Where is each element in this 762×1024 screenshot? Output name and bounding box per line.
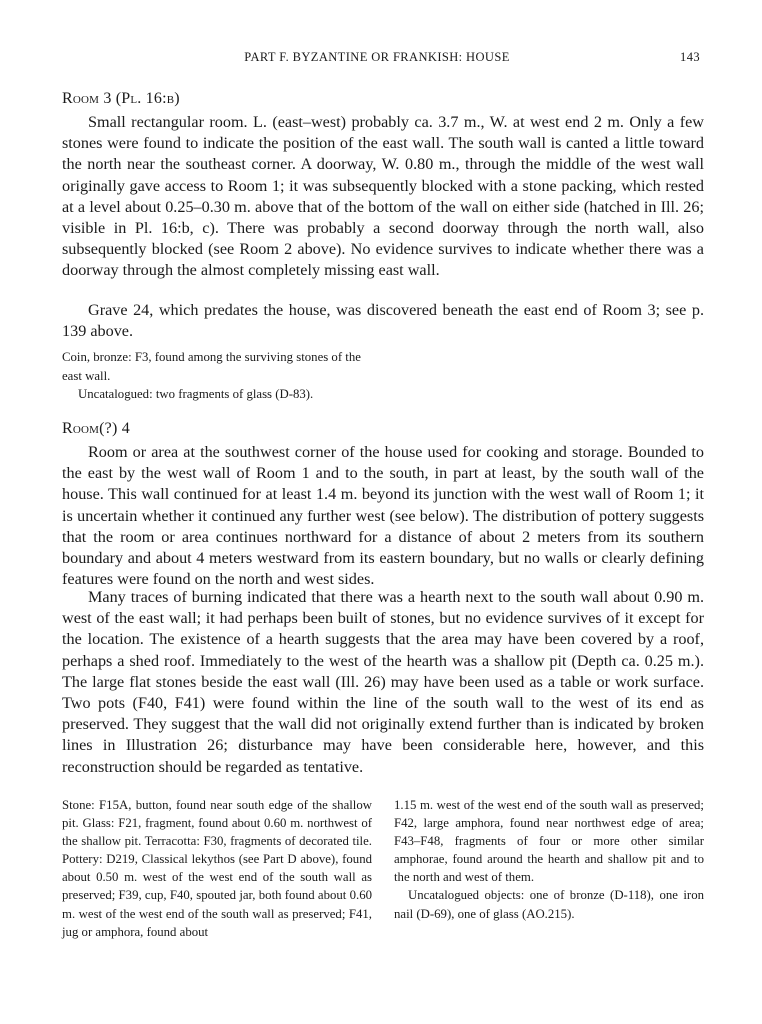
room4-finds-text-left: Stone: F15A, button, found near south edge of the shallow pit. Glass: F21, fragment, found about 0.60 m. northwest of the shallow pit. Terracotta: F30, fragments of decorated tile. Pottery: D219, Classical lekythos (see Part D above), found about 0.50 m. west of the west end of the south wall as preserved; F39, cup, F40, spouted jar, both found about 0.60 m. west of the west end of the south wall as preserved; F41, jug or amphora, found about xyxy=(62,798,372,939)
room4-finds-right-column xyxy=(394,796,704,923)
room4-paragraph-1: Room or area at the southwest corner of the house used for cooking and storage. Bounded to the east by the west wall of Room 1 and to the south, in part at least, by the south wall of the house. This wall continued for at least 1.4 m. beyond its junction with the west wall of Room 1; it is uncertain whether it continued any further west (see below). The distribution of pottery suggests that the room or area continues northward for a distance of about 2 meters from its southern boundary and about 4 meters westward from its eastern boundary, but no walls or clearly defining features were found on the north and west sides. xyxy=(62,443,704,589)
room3-paragraph-2: Grave 24, which predates the house, was discovered beneath the east end of Room 3; see p. 139 above. xyxy=(62,301,704,341)
room3-paragraph-1: Small rectangular room. L. (east–west) probably ca. 3.7 m., W. at west end 2 m. Only a few stones were found to indicate the position of the east wall. The south wall is canted a little toward the north near the southeast corner. A doorway, W. 0.80 m., through the middle of the west wall originally gave access to Room 1; it was subsequently blocked with a stone packing, which rested at a level about 0.25–0.30 m. above that of the bottom of the wall on either side (hatched in Ill. 26; visible in Pl. 16:b, c). There was probably a second doorway through the north wall, also subsequently blocked (see Room 2 above). No evidence survives to indicate whether there was a doorway through the almost completely missing east wall. xyxy=(62,113,704,280)
room4-finds-text-right: 1.15 m. west of the west end of the south wall as preserved; F42, large amphora, found near northwest edge of area; F43–F48, fragments of four or more other similar amphorae, found around the hearth and shallow pit and to the north and west of them. xyxy=(394,798,704,885)
page-number: 143 xyxy=(680,50,700,64)
section-heading-room3: Room 3 (Pl. 16:b) xyxy=(62,90,180,107)
room3-find-uncatalogued: Uncatalogued: two fragments of glass (D-83). xyxy=(78,387,314,401)
section-heading-room4: Room(?) 4 xyxy=(62,420,130,437)
room3-find-coin: Coin, bronze: F3, found among the surviving stones of the east wall. xyxy=(62,350,361,383)
room4-paragraph-2: Many traces of burning indicated that there was a hearth next to the south wall about 0.90 m. west of the east wall; it had perhaps been built of stones, but no evidence survives of it except for the location. The existence of a hearth suggests that the area may have been covered by a roof, perhaps a shed roof. Immediately to the west of the hearth was a shallow pit (Depth ca. 0.25 m.). The large flat stones beside the east wall (Ill. 26) may have been used as a table or work surface. Two pots (F40, F41) were found within the line of the south wall to the west of its end as preserved. They suggest that the wall did not originally extend further than is indicated by broken lines in Illustration 26; disturbance may have been considerable here, however, and this reconstruction should be regarded as tentative. xyxy=(62,588,704,776)
running-head xyxy=(62,50,700,70)
running-head-title: PART F. BYZANTINE OR FRANKISH: HOUSE xyxy=(244,50,510,64)
room4-uncatalogued: Uncatalogued objects: one of bronze (D-118), one iron nail (D-69), one of glass (AO.215). xyxy=(394,888,704,921)
room4-finds-left-column xyxy=(62,796,372,941)
room3-finds xyxy=(62,348,380,404)
